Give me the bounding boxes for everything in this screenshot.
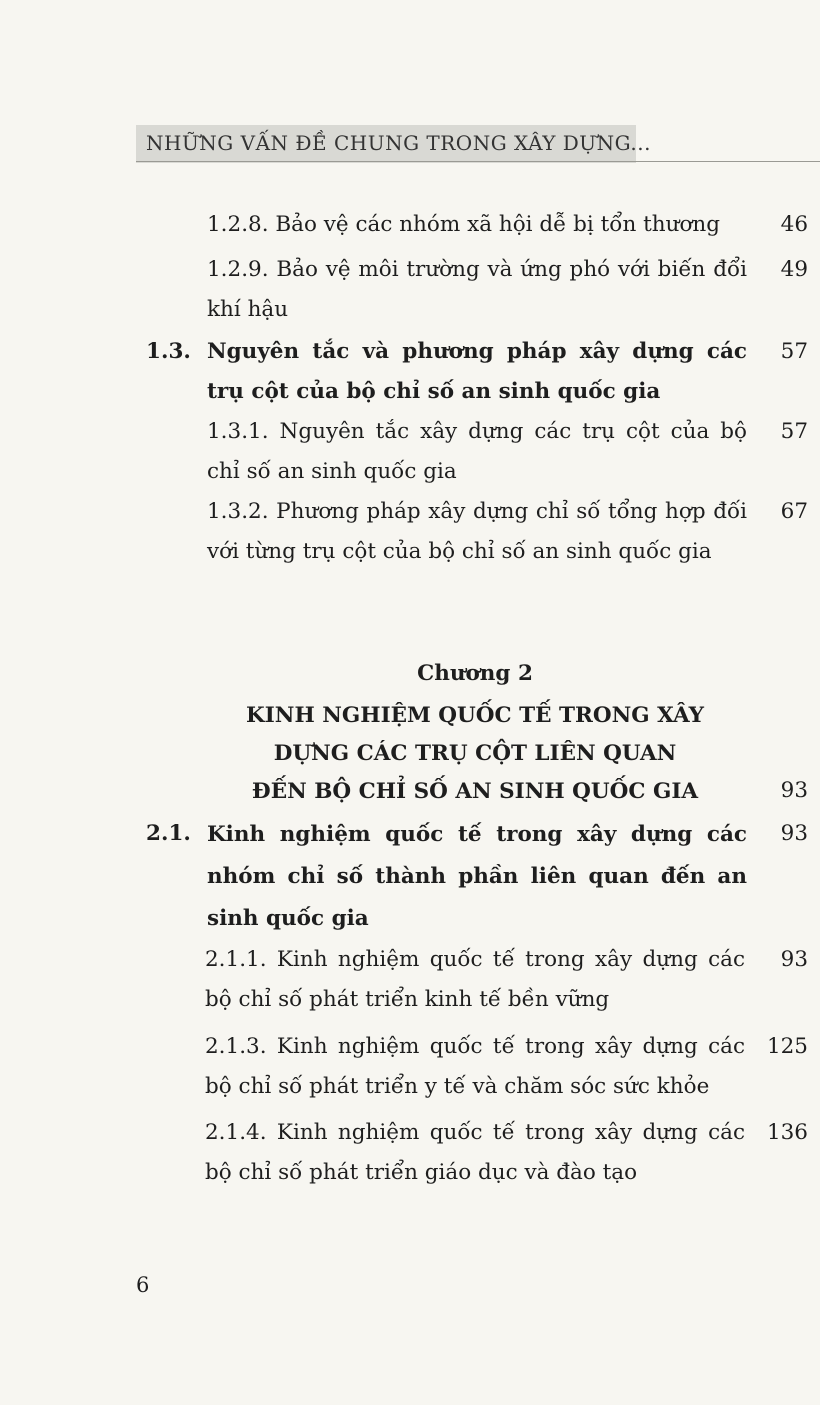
header-rule	[136, 161, 820, 162]
chapter-title-line-3: ĐẾN BỘ CHỈ SỐ AN SINH QUỐC GIA	[251, 779, 699, 804]
toc-page-1-3-1: 57	[780, 419, 808, 444]
toc-page-1-3: 57	[780, 339, 808, 364]
chapter-title-line-1: KINH NGHIỆM QUỐC TẾ TRONG XÂY	[246, 703, 704, 728]
chapter-page: 93	[780, 778, 808, 803]
toc-page-2-1-4: 136	[766, 1120, 808, 1145]
page-number: 6	[136, 1273, 150, 1297]
chapter-label: Chương 2	[417, 661, 533, 686]
running-header: NHỮNG VẤN ĐỀ CHUNG TRONG XÂY DỰNG...	[146, 131, 651, 155]
toc-page-2-1-3: 125	[766, 1034, 808, 1059]
toc-entry-2-1-1: 2.1.1. Kinh nghiệm quốc tế trong xây dựng các bộ chỉ số phát triển kinh tế bền vững	[205, 947, 745, 1012]
chapter-title-line-2: DỰNG CÁC TRỤ CỘT LIÊN QUAN	[273, 741, 677, 766]
toc-entry-1-3-1: 1.3.1. Nguyên tắc xây dựng các trụ cột của bộ chỉ số an sinh quốc gia	[207, 419, 747, 484]
toc-page-1-3-2: 67	[780, 499, 808, 524]
toc-entry-2-1-3: 2.1.3. Kinh nghiệm quốc tế trong xây dựng các bộ chỉ số phát triển y tế và chăm sóc sức khỏe	[205, 1034, 745, 1099]
toc-entry-2-1-4: 2.1.4. Kinh nghiệm quốc tế trong xây dựng các bộ chỉ số phát triển giáo dục và đào tạo	[205, 1120, 745, 1185]
toc-page-2-1-1: 93	[780, 947, 808, 972]
toc-page-2-1: 93	[780, 821, 808, 846]
toc-page-1-2-9: 49	[780, 257, 808, 282]
toc-section-2-1: Kinh nghiệm quốc tế trong xây dựng các nhóm chỉ số thành phần liên quan đến an sinh quốc gia	[207, 822, 747, 931]
toc-entry-1-2-8: 1.2.8. Bảo vệ các nhóm xã hội dễ bị tổn thương	[207, 212, 721, 237]
toc-section-number-2-1: 2.1.	[146, 821, 191, 846]
toc-section-number-1-3: 1.3.	[146, 339, 191, 364]
toc-section-1-3: Nguyên tắc và phương pháp xây dựng các trụ cột của bộ chỉ số an sinh quốc gia	[207, 339, 747, 404]
toc-entry-1-3-2: 1.3.2. Phương pháp xây dựng chỉ số tổng hợp đối với từng trụ cột của bộ chỉ số an sinh quốc gia	[207, 499, 747, 564]
toc-entry-1-2-9: 1.2.9. Bảo vệ môi trường và ứng phó với biến đổi khí hậu	[207, 257, 747, 322]
toc-page-1-2-8: 46	[780, 212, 808, 237]
